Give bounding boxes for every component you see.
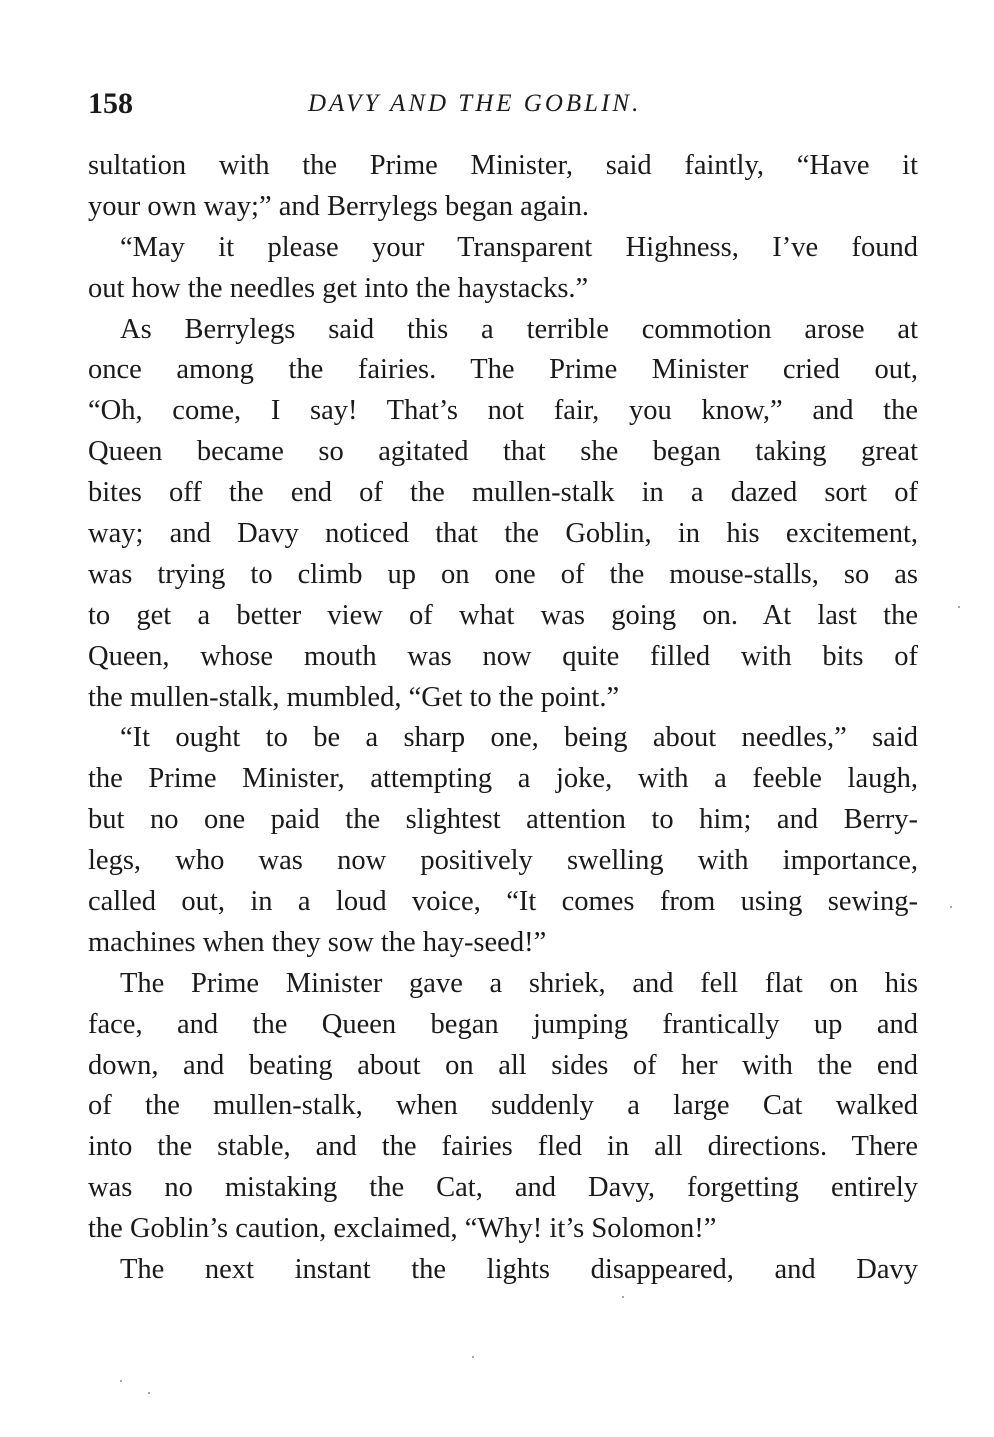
text-line: your own way;” and Berrylegs began again. (88, 190, 589, 222)
text-line: out how the needles get into the haystacks.” (88, 272, 589, 304)
text-line: Queen became so agitated that she began taking great (88, 436, 918, 468)
text-line: way; and Davy noticed that the Goblin, in his excitement, (88, 518, 918, 550)
running-head: DAVY AND THE GOBLIN. (308, 90, 642, 117)
text-line: bites off the end of the mullen-stalk in a dazed sort of (88, 477, 918, 509)
paper-speck (958, 606, 960, 608)
text-line: called out, in a loud voice, “It comes from using sewing- (88, 886, 918, 918)
text-line: legs, who was now positively swelling with importance, (88, 845, 918, 877)
page-number: 158 (88, 87, 133, 120)
paper-speck (472, 1356, 474, 1358)
text-line: As Berrylegs said this a terrible commotion arose at (120, 313, 918, 345)
text-line: once among the fairies. The Prime Minister cried out, (88, 354, 918, 386)
text-line: was trying to climb up on one of the mouse-stalls, so as (88, 558, 918, 590)
text-line: of the mullen-stalk, when suddenly a large Cat walked (88, 1090, 918, 1122)
paper-speck (148, 1392, 150, 1394)
paper-speck (622, 1296, 624, 1298)
text-line: Queen, whose mouth was now quite filled with bits of (88, 640, 918, 672)
text-line: to get a better view of what was going on. At last the (88, 599, 918, 631)
page-header (88, 86, 918, 122)
text-line: “May it please your Transparent Highness, I’ve found (120, 231, 918, 263)
text-line: The next instant the lights disappeared, and Davy (120, 1254, 918, 1286)
text-line: the Prime Minister, attempting a joke, with a feeble laugh, (88, 763, 918, 795)
paper-speck (950, 906, 952, 908)
text-line: into the stable, and the fairies fled in all directions. There (88, 1131, 918, 1163)
paper-speck (120, 1380, 122, 1382)
text-line: down, and beating about on all sides of her with the end (88, 1049, 918, 1081)
text-line: was no mistaking the Cat, and Davy, forgetting entirely (88, 1172, 918, 1204)
text-line: “Oh, come, I say! That’s not fair, you know,” and the (88, 395, 918, 427)
text-line: The Prime Minister gave a shriek, and fell flat on his (120, 967, 918, 999)
text-line: sultation with the Prime Minister, said faintly, “Have it (88, 150, 918, 181)
text-line: “It ought to be a sharp one, being about needles,” said (120, 722, 918, 754)
body-text (88, 146, 918, 1291)
text-line: but no one paid the slightest attention to him; and Berry- (88, 804, 918, 836)
text-line: machines when they sow the hay-seed!” (88, 926, 547, 958)
text-line: the mullen-stalk, mumbled, “Get to the point.” (88, 681, 620, 713)
text-line: face, and the Queen began jumping frantically up and (88, 1008, 918, 1040)
text-line: the Goblin’s caution, exclaimed, “Why! it’s Solomon!” (88, 1213, 717, 1245)
